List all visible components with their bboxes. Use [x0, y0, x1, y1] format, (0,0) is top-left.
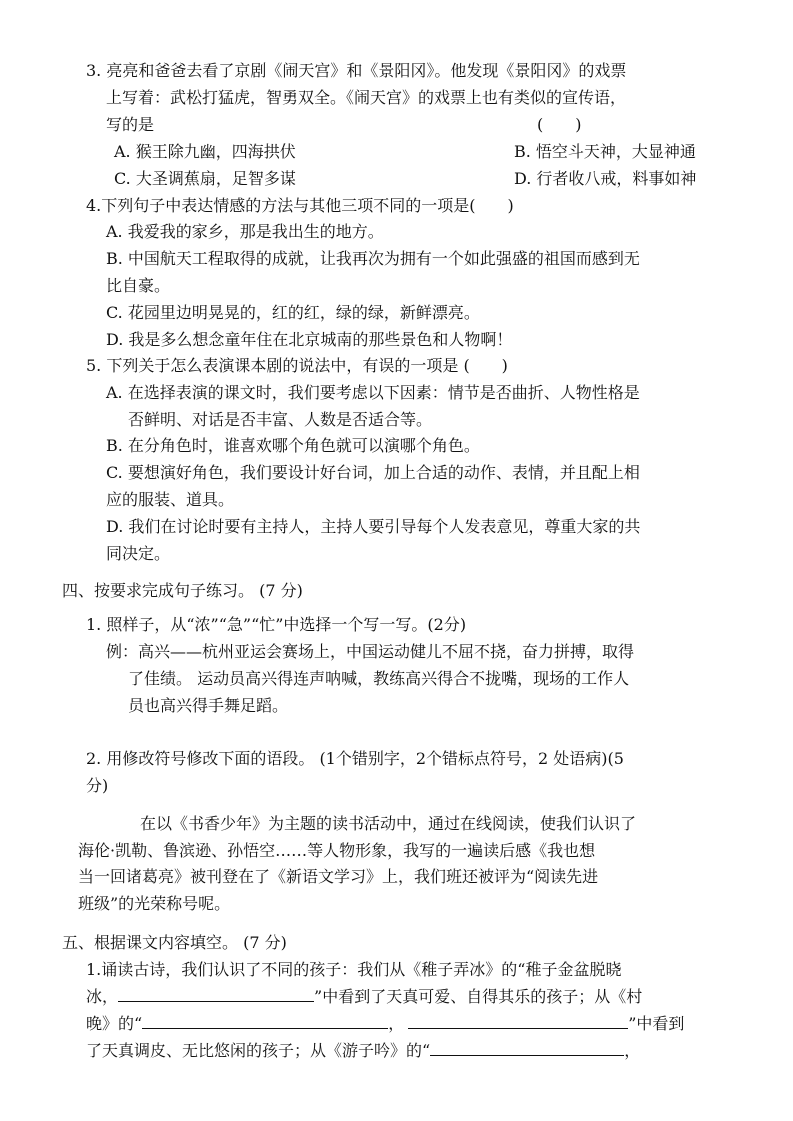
section-4-title: 四、按要求完成句子练习。 (7 分) — [62, 581, 303, 600]
q5-option-b: B. 在分角色时，谁喜欢哪个角色就可以演哪个角色。 — [106, 436, 480, 455]
fill-blank-1[interactable] — [118, 985, 314, 1002]
s5-q1-line4 — [86, 1039, 640, 1062]
s5-q1-line4-comma: ， — [624, 1041, 641, 1060]
s4-q2-stem-line1: 2. 用修改符号修改下面的语段。 (1个错别字，2个错标点符号，2 处语病)(5 — [86, 749, 624, 768]
s5-q1-line2 — [86, 985, 642, 1008]
s5-q1-line1: 1.诵读古诗，我们认识了不同的孩子：我们从《稚子弄冰》的“稚子金盆脱晓 — [86, 960, 622, 979]
s4-q1-example-line3: 员也高兴得手舞足蹈。 — [128, 696, 289, 715]
fill-blank-2[interactable] — [142, 1012, 388, 1029]
s4-q2-passage-line4: 班级”的光荣称号呢。 — [78, 894, 231, 913]
s4-q2-passage-line3: 当一回诸葛亮》被刊登在了《新语文学习》上，我们班还被评为“阅读先进 — [78, 867, 599, 886]
q3-answer-paren[interactable]: ( ) — [537, 115, 582, 134]
s5-q1-line4-prefix: 了天真调皮、无比悠闲的孩子；从《游子吟》的“ — [86, 1041, 431, 1060]
q5-option-c-line1: C. 要想演好角色，我们要设计好台词，加上合适的动作、表情，并且配上相 — [106, 463, 640, 482]
q5-option-d-line2: 同决定。 — [106, 544, 171, 563]
s4-q2-passage-line1: 在以《书香少年》为主题的读书活动中，通过在线阅读，使我们认识了 — [140, 814, 637, 833]
q3-line3: 写的是 — [106, 115, 155, 134]
q4-stem: 4.下列句子中表达情感的方法与其他三项不同的一项是( ) — [86, 196, 514, 215]
s4-q1-stem: 1. 照样子，从“浓”“急”“忙”中选择一个写一写。(2分) — [86, 615, 467, 634]
s4-q1-example-line2: 了佳绩。 运动员高兴得连声呐喊，教练高兴得合不拢嘴，现场的工作人 — [128, 669, 630, 688]
q4-option-d: D. 我是多么想念童年住在北京城南的那些景色和人物啊！ — [106, 330, 513, 349]
fill-blank-4[interactable] — [430, 1039, 624, 1056]
s4-q1-example-line1: 例：高兴——杭州亚运会赛场上，中国运动健儿不屈不挠，奋力拼搏，取得 — [106, 642, 635, 661]
q5-option-a-line1: A. 在选择表演的课文时，我们要考虑以下因素：情节是否曲折、人物性格是 — [106, 383, 640, 402]
q3-option-a: A. 猴王除九幽，四海拱伏 — [114, 142, 296, 161]
q5-option-c-line2: 应的服装、道具。 — [106, 490, 235, 509]
fill-blank-3[interactable] — [408, 1012, 628, 1029]
q3-option-c: C. 大圣调蕉扇，足智多谋 — [114, 169, 296, 188]
section-5-title: 五、根据课文内容填空。 (7 分) — [62, 933, 287, 952]
q3-line1: 3. 亮亮和爸爸去看了京剧《闹天宫》和《景阳冈》。他发现《景阳冈》的戏票 — [86, 61, 627, 80]
q4-option-b-line2: 比自豪。 — [106, 276, 171, 295]
q5-stem: 5. 下列关于怎么表演课本剧的说法中，有误的一项是 ( ) — [86, 356, 508, 375]
s5-q1-line3 — [86, 1012, 684, 1035]
q5-option-a-line2: 否鲜明、对话是否丰富、人数是否适合等。 — [128, 410, 433, 429]
s5-q1-line3-prefix: 晚》的“ — [86, 1014, 143, 1033]
s4-q2-stem-line2: 分) — [86, 776, 109, 795]
q4-option-c: C. 花园里边明晃晃的，红的红，绿的绿，新鲜漂亮。 — [106, 303, 480, 322]
q3-option-b: B. 悟空斗天神，大显神通 — [514, 142, 696, 161]
s5-q1-line3-suffix: ”中看到 — [628, 1014, 685, 1033]
s5-q1-line2-suffix: ”中看到了天真可爱、自得其乐的孩子；从《村 — [314, 987, 643, 1006]
s4-q2-passage-line2: 海伦·凯勒、鲁滨逊、孙悟空……等人物形象，我写的一遍读后感《我也想 — [78, 841, 596, 860]
s5-q1-line2-prefix: 冰， — [86, 987, 119, 1006]
s5-q1-line3-comma: ， — [388, 1014, 405, 1033]
q3-line2: 上写着：武松打猛虎，智勇双全。《闹天宫》的戏票上也有类似的宣传语， — [106, 88, 627, 107]
q4-option-b-line1: B. 中国航天工程取得的成就，让我再次为拥有一个如此强盛的祖国而感到无 — [106, 249, 640, 268]
q4-option-a: A. 我爱我的家乡，那是我出生的地方。 — [106, 222, 384, 241]
q5-option-d-line1: D. 我们在讨论时要有主持人，主持人要引导每个人发表意见，尊重大家的共 — [106, 517, 641, 536]
q3-option-d: D. 行者收八戒，料事如神 — [514, 169, 697, 188]
